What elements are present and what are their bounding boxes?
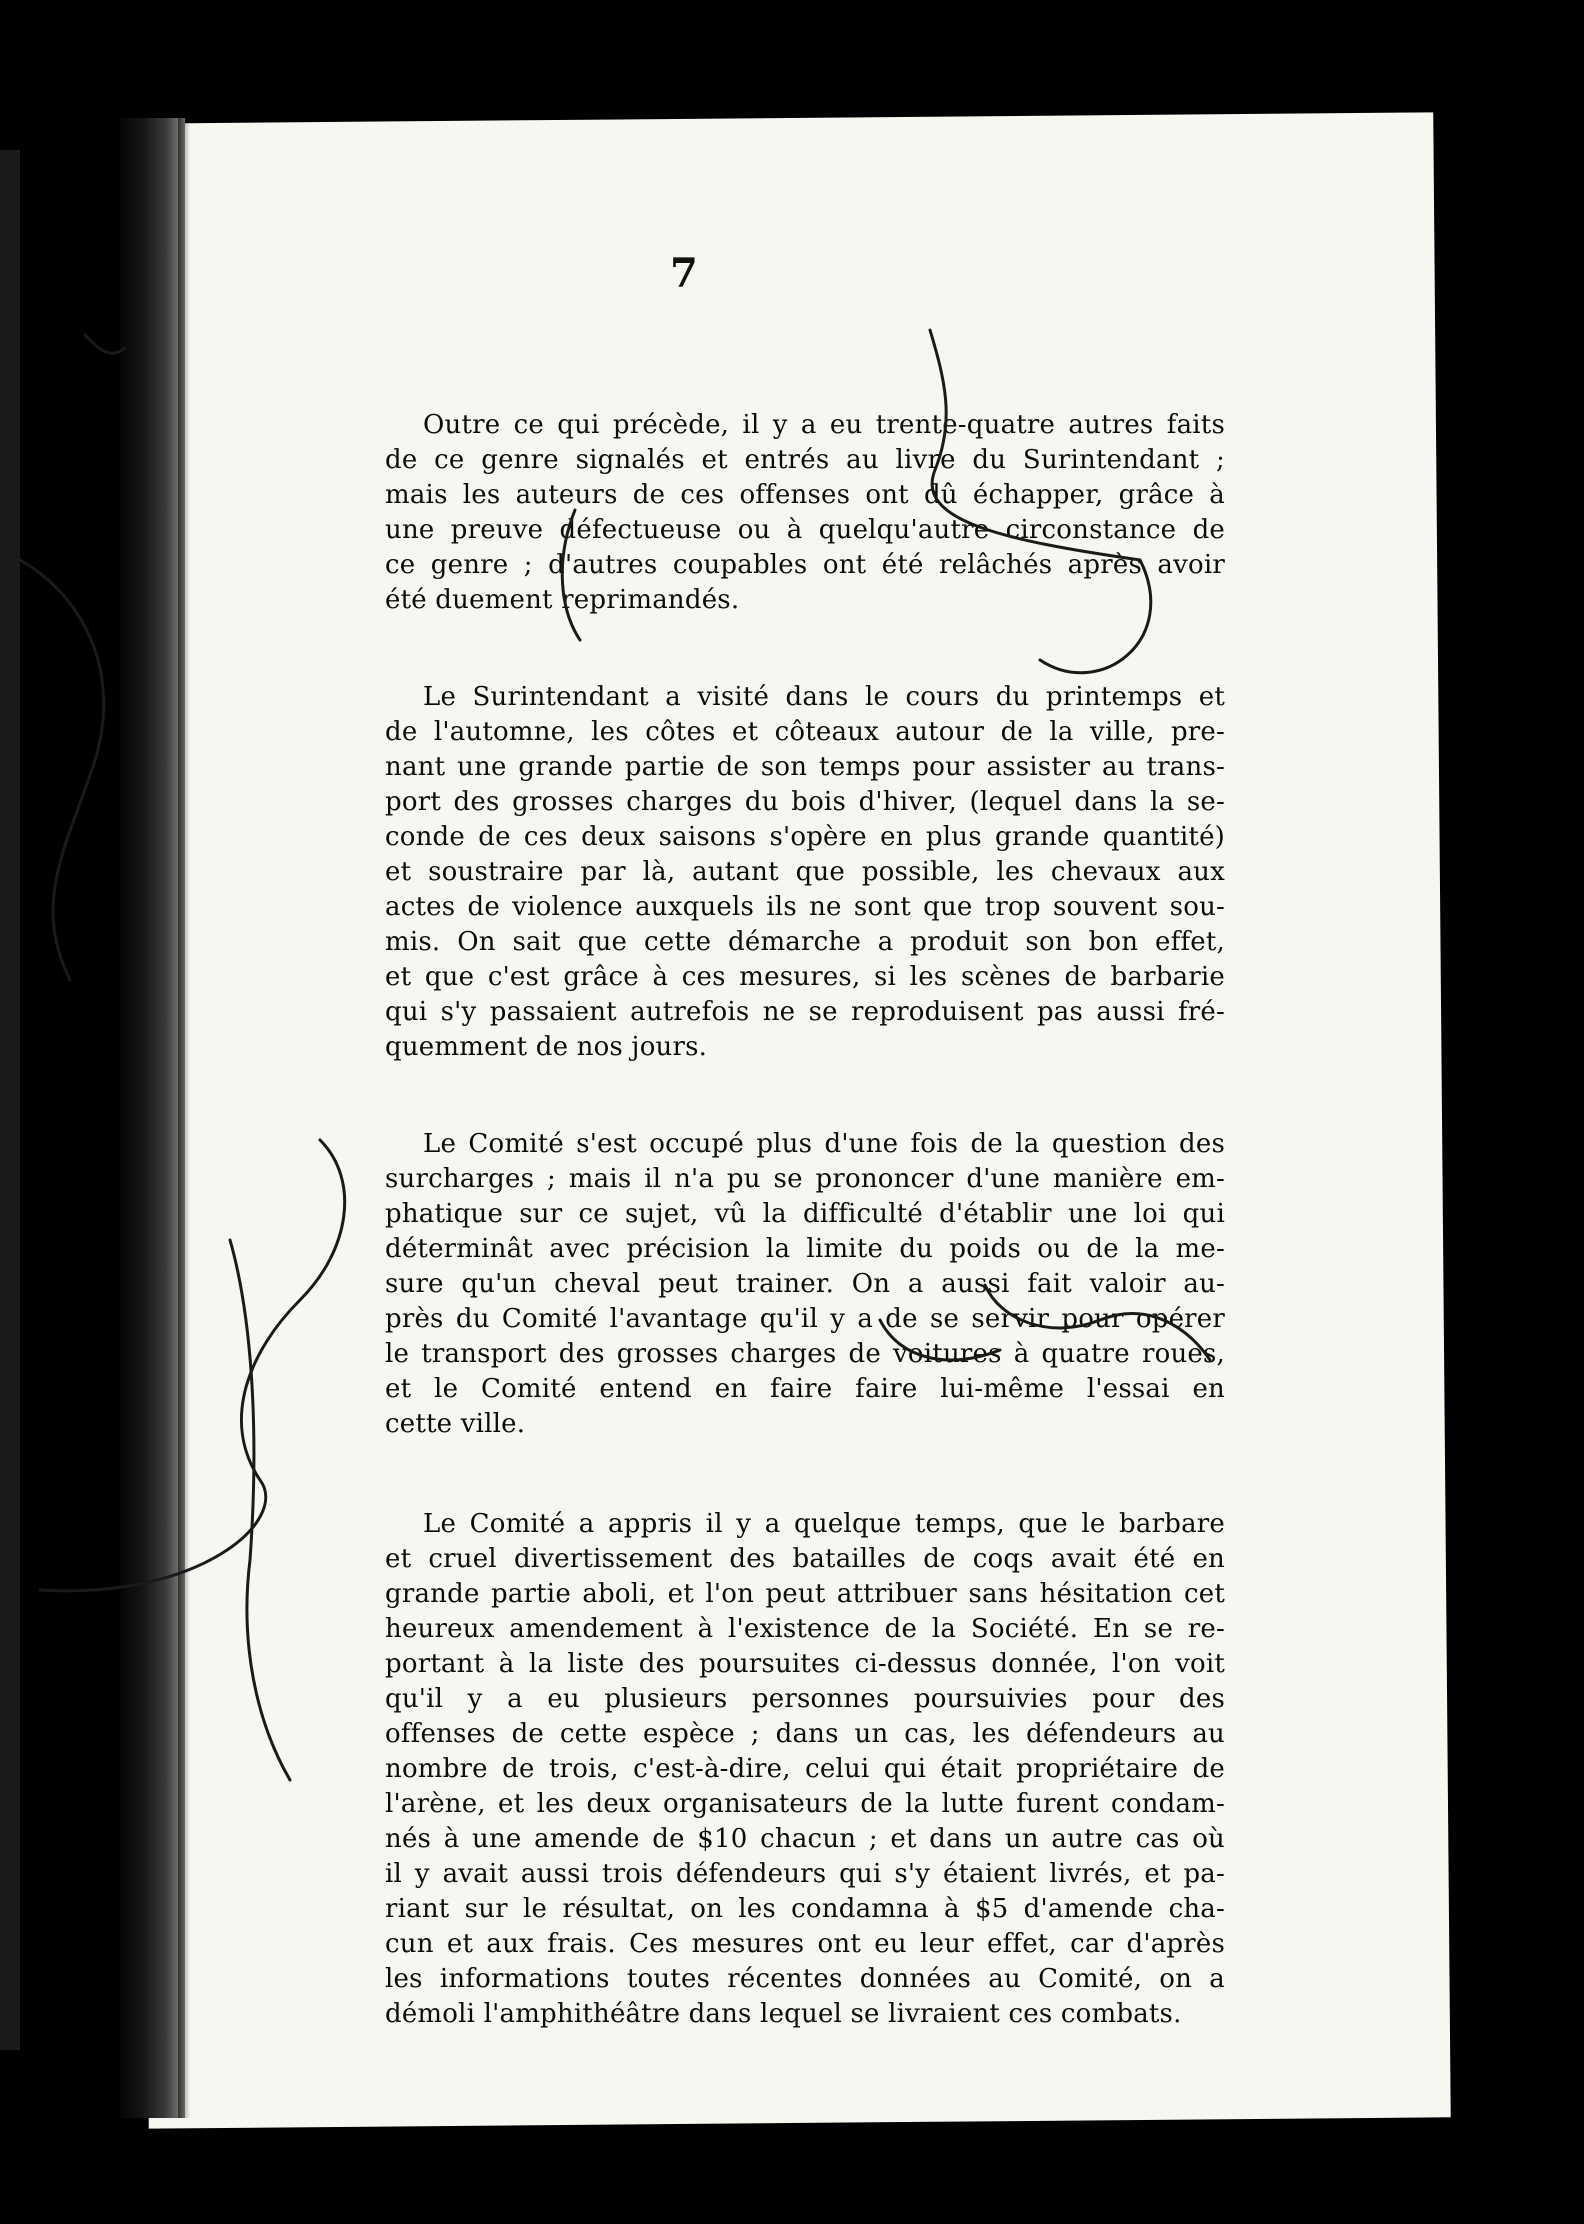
text-line: cun et aux frais. Ces mesures ont eu leur effet, car d'après [385,1929,1225,1959]
paragraph-2 [385,680,1225,1065]
gutter-shadow [178,118,190,2118]
text-line: Outre ce qui précède, il y a eu trente-quatre autres faits [423,410,1225,440]
binding-gutter [120,118,185,2118]
text-line: qu'il y a eu plusieurs personnes poursuivies pour des [385,1684,1225,1714]
paragraph-1 [385,408,1225,618]
text-line: les informations toutes récentes données au Comité, on a [385,1964,1225,1994]
text-line: près du Comité l'avantage qu'il y a de se servir pour opérer [385,1304,1225,1334]
text-line: portant à la liste des poursuites ci-dessus donnée, l'on voit [385,1649,1225,1679]
paragraph-3 [385,1127,1225,1442]
text-line: quemment de nos jours. [385,1032,708,1062]
text-line: Le Comité s'est occupé plus d'une fois de la question des [423,1129,1225,1159]
text-line: heureux amendement à l'existence de la Société. En se re- [385,1614,1225,1644]
text-line: et que c'est grâce à ces mesures, si les scènes de barbarie [385,962,1225,992]
text-line: de l'automne, les côtes et côteaux autour de la ville, pre- [385,717,1225,747]
text-line: été duement reprimandés. [385,585,740,615]
text-line: déterminât avec précision la limite du poids ou de la me- [385,1234,1225,1264]
text-line: grande partie aboli, et l'on peut attribuer sans hésitation cet [385,1579,1225,1609]
text-line: cette ville. [385,1409,526,1439]
text-line: et soustraire par là, autant que possible, les chevaux aux [385,857,1225,887]
text-line: il y avait aussi trois défendeurs qui s'y étaient livrés, et pa- [385,1859,1225,1889]
text-line: mais les auteurs de ces offenses ont dû échapper, grâce à [385,480,1225,510]
text-line: conde de ces deux saisons s'opère en plus grande quantité) [385,822,1225,852]
text-line: offenses de cette espèce ; dans un cas, les défendeurs au [385,1719,1225,1749]
text-line: phatique sur ce sujet, vû la difficulté d'établir une loi qui [385,1199,1225,1229]
text-line: de ce genre signalés et entrés au livre du Surintendant ; [385,445,1225,475]
text-line: démoli l'amphithéâtre dans lequel se livraient ces combats. [385,1999,1182,2029]
text-line: une preuve défectueuse ou à quelqu'autre circonstance de [385,515,1225,545]
text-line: actes de violence auxquels ils ne sont que trop souvent sou- [385,892,1225,922]
text-line: et le Comité entend en faire faire lui-même l'essai en [385,1374,1225,1404]
text-line: sure qu'un cheval peut trainer. On a aussi fait valoir au- [385,1269,1225,1299]
text-line: mis. On sait que cette démarche a produit son bon effet, [385,927,1225,957]
text-line: nombre de trois, c'est-à-dire, celui qui était propriétaire de [385,1754,1225,1784]
text-line: Le Surintendant a visité dans le cours du printemps et [423,682,1225,712]
text-line: port des grosses charges du bois d'hiver, (lequel dans la se- [385,787,1225,817]
text-line: riant sur le résultat, on les condamna à $5 d'amende cha- [385,1894,1225,1924]
text-line: Le Comité a appris il y a quelque temps, que le barbare [423,1509,1225,1539]
text-line: qui s'y passaient autrefois ne se reproduisent pas aussi fré- [385,997,1225,1027]
text-line: surcharges ; mais il n'a pu se prononcer d'une manière em- [385,1164,1225,1194]
text-line: nés à une amende de $10 chacun ; et dans un autre cas où [385,1824,1225,1854]
page-number: 7 [670,250,698,297]
left-margin-shadow [0,150,20,2050]
text-line: nant une grande partie de son temps pour assister au trans- [385,752,1225,782]
text-line: le transport des grosses charges de voitures à quatre roues, [385,1339,1225,1369]
text-line: et cruel divertissement des batailles de coqs avait été en [385,1544,1225,1574]
text-line: l'arène, et les deux organisateurs de la lutte furent condam- [385,1789,1225,1819]
document-body [385,408,1225,2032]
text-line: ce genre ; d'autres coupables ont été relâchés après avoir [385,550,1225,580]
paragraph-4 [385,1507,1225,2032]
